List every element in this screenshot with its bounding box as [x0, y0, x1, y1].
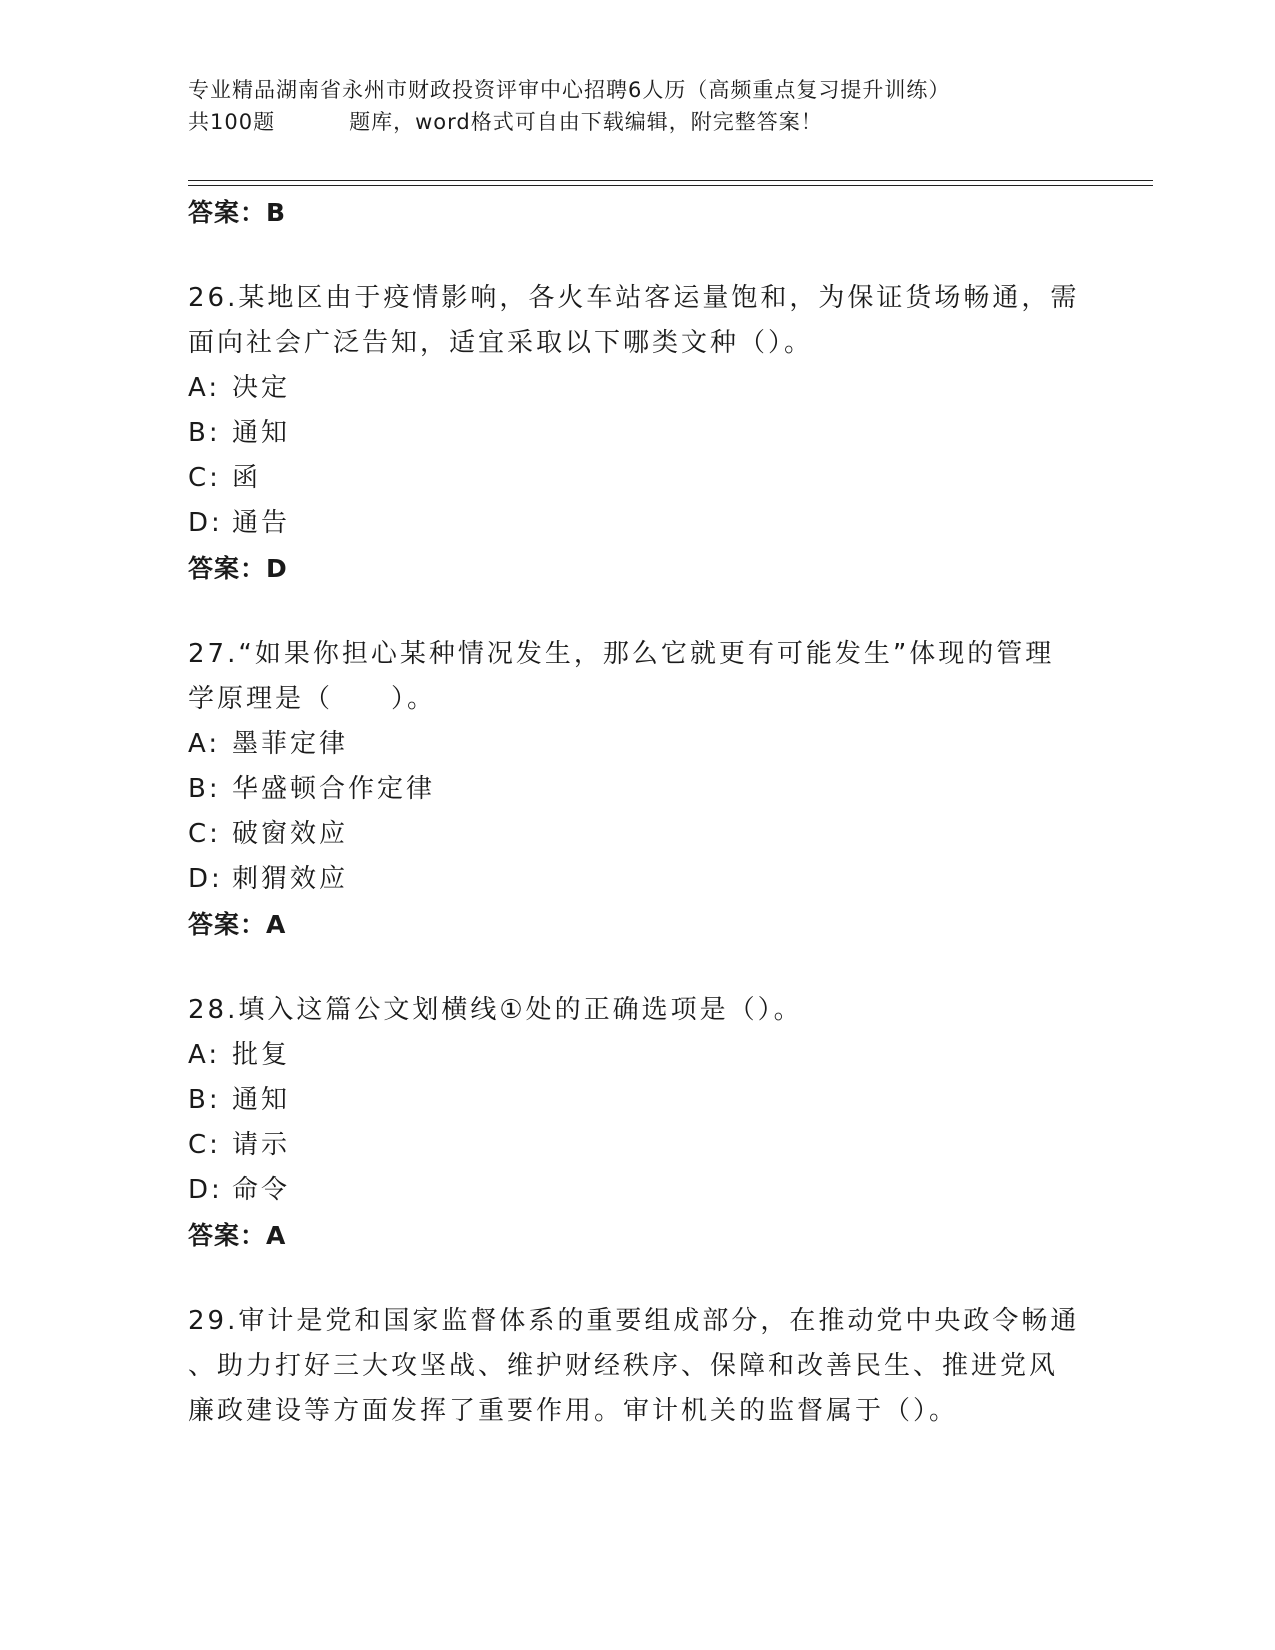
option-b: B: 通知: [188, 418, 291, 448]
option-b: B: 通知: [188, 1085, 291, 1115]
option-c: C: 请示: [188, 1130, 291, 1160]
header-subtitle: [188, 106, 1088, 138]
question-29: [188, 1299, 1088, 1434]
question-stem-line: 26.某地区由于疫情影响，各火车站客运量饱和，为保证货场畅通，需: [188, 283, 1080, 313]
answer-line: 答案：A: [188, 910, 287, 939]
option-c: C: 破窗效应: [188, 819, 349, 849]
previous-answer: 答案：B: [188, 198, 287, 227]
header-rule-top: [188, 180, 1153, 181]
header-title: 专业精品湖南省永州市财政投资评审中心招聘6人历（高频重点复习提升训练）: [188, 78, 951, 102]
header-rule-bottom: [188, 185, 1153, 186]
option-a: A: 决定: [188, 373, 291, 403]
question-27: [188, 632, 1088, 948]
answer-line: 答案：D: [188, 554, 288, 583]
option-d: D: 命令: [188, 1175, 291, 1205]
question-stem-line: 学原理是（ ）。: [188, 684, 437, 714]
answer-line: 答案：A: [188, 1221, 287, 1250]
question-stem-line: 29.审计是党和国家监督体系的重要组成部分，在推动党中央政令畅通: [188, 1306, 1080, 1336]
option-b: B: 华盛顿合作定律: [188, 774, 436, 804]
question-stem-line: 廉政建设等方面发挥了重要作用。审计机关的监督属于（）。: [188, 1396, 959, 1426]
option-d: D: 通告: [188, 508, 291, 538]
question-28: [188, 988, 1088, 1259]
option-c: C: 函: [188, 463, 262, 493]
header-description: 题库，word格式可自由下载编辑，附完整答案！: [349, 110, 823, 134]
question-stem-line: 面向社会广泛告知，适宜采取以下哪类文种（）。: [188, 328, 814, 358]
header-count: 共100题: [188, 110, 276, 134]
option-a: A: 墨菲定律: [188, 729, 349, 759]
option-d: D: 刺猬效应: [188, 864, 349, 894]
option-a: A: 批复: [188, 1040, 291, 1070]
question-26: [188, 276, 1088, 592]
question-stem-line: 、助力打好三大攻坚战、维护财经秩序、保障和改善民生、推进党风: [188, 1351, 1059, 1381]
page-header: [188, 74, 1088, 138]
question-stem-line: 27.“如果你担心某种情况发生，那么它就更有可能发生”体现的管理: [188, 639, 1055, 669]
question-list: [188, 190, 1088, 1434]
question-stem-line: 28.填入这篇公文划横线①处的正确选项是（）。: [188, 995, 803, 1025]
